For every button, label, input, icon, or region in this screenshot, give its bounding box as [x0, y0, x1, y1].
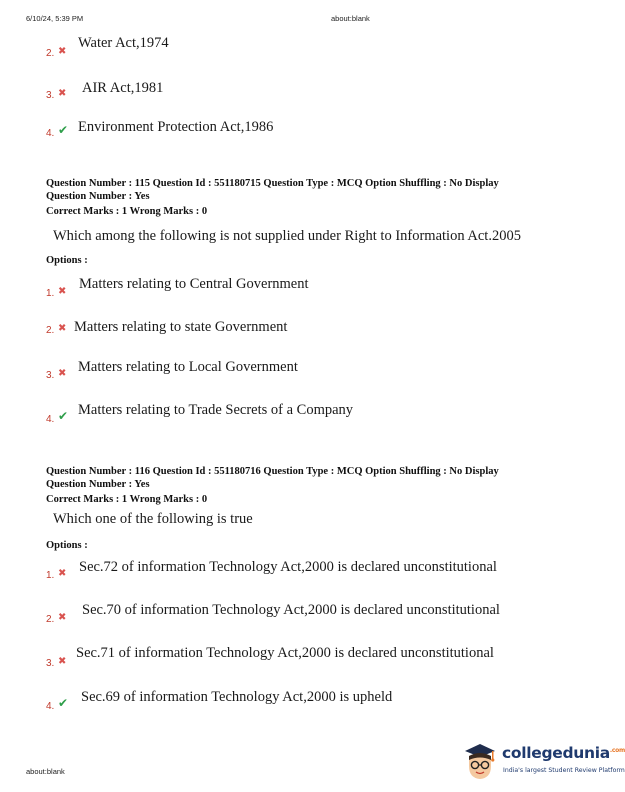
option-text: Water Act,1974 [78, 35, 169, 51]
option-text: Matters relating to Trade Secrets of a Company [78, 402, 354, 418]
cross-icon: ✖ [58, 368, 67, 379]
option-text: AIR Act,1981 [82, 80, 164, 96]
option-number: 4. [46, 128, 55, 139]
question-meta-line: Question Number : Yes [46, 478, 150, 490]
option-number: 1. [46, 288, 55, 299]
check-icon: ✔ [58, 696, 69, 710]
marks-line: Correct Marks : 1 Wrong Marks : 0 [46, 494, 208, 505]
print-datetime: 6/10/24, 5:39 PM [26, 14, 84, 23]
cross-icon: ✖ [58, 568, 67, 579]
option-number: 1. [46, 570, 55, 581]
cross-icon: ✖ [58, 323, 67, 334]
marks-line: Correct Marks : 1 Wrong Marks : 0 [46, 206, 208, 217]
print-footer-url: about:blank [26, 767, 65, 776]
question-text: Which one of the following is true [53, 511, 253, 527]
options-label: Options : [46, 540, 88, 551]
option-number: 4. [46, 414, 55, 425]
question-meta-line: Question Number : 116 Question Id : 551180716 Question Type : MCQ Option Shuffling : No Display [46, 466, 499, 477]
collegedunia-logo [458, 740, 625, 784]
cross-icon: ✖ [58, 286, 67, 297]
option-text: Sec.69 of information Technology Act,2000 is upheld [81, 689, 393, 705]
check-icon: ✔ [58, 123, 69, 137]
option-number: 3. [46, 90, 55, 101]
question-text: Which among the following is not supplied under Right to Information Act.2005 [53, 228, 521, 244]
options-label: Options : [46, 255, 88, 266]
question-meta [46, 178, 499, 219]
brand-name: collegedunia$^{.com}$ [502, 744, 625, 762]
option-number: 2. [46, 48, 55, 59]
student-mascot-icon [462, 742, 498, 782]
cross-icon: ✖ [58, 88, 67, 99]
cross-icon: ✖ [58, 46, 67, 57]
option-number: 3. [46, 658, 55, 669]
cross-icon: ✖ [58, 656, 67, 667]
option-number: 2. [46, 325, 55, 336]
option-number: 3. [46, 370, 55, 381]
question-meta-line: Question Number : Yes [46, 190, 150, 202]
option-number: 2. [46, 614, 55, 625]
question-meta-line: Question Number : 115 Question Id : 551180715 Question Type : MCQ Option Shuffling : No Display [46, 178, 499, 189]
question-meta [46, 466, 499, 507]
option-text: Matters relating to state Government [74, 319, 288, 335]
option-text: Sec.70 of information Technology Act,2000 is declared unconstitutional [82, 602, 500, 618]
option-text: Matters relating to Local Government [78, 359, 298, 375]
cross-icon: ✖ [58, 612, 67, 623]
option-number: 4. [46, 701, 55, 712]
brand-tagline: India's largest Student Review Platform [503, 767, 625, 774]
option-text: Environment Protection Act,1986 [78, 119, 274, 135]
option-text: Matters relating to Central Government [79, 276, 309, 292]
print-url: about:blank [331, 14, 370, 23]
option-text: Sec.72 of information Technology Act,2000 is declared unconstitutional [79, 559, 497, 575]
option-text: Sec.71 of information Technology Act,2000 is declared unconstitutional [76, 645, 494, 661]
check-icon: ✔ [58, 409, 69, 423]
